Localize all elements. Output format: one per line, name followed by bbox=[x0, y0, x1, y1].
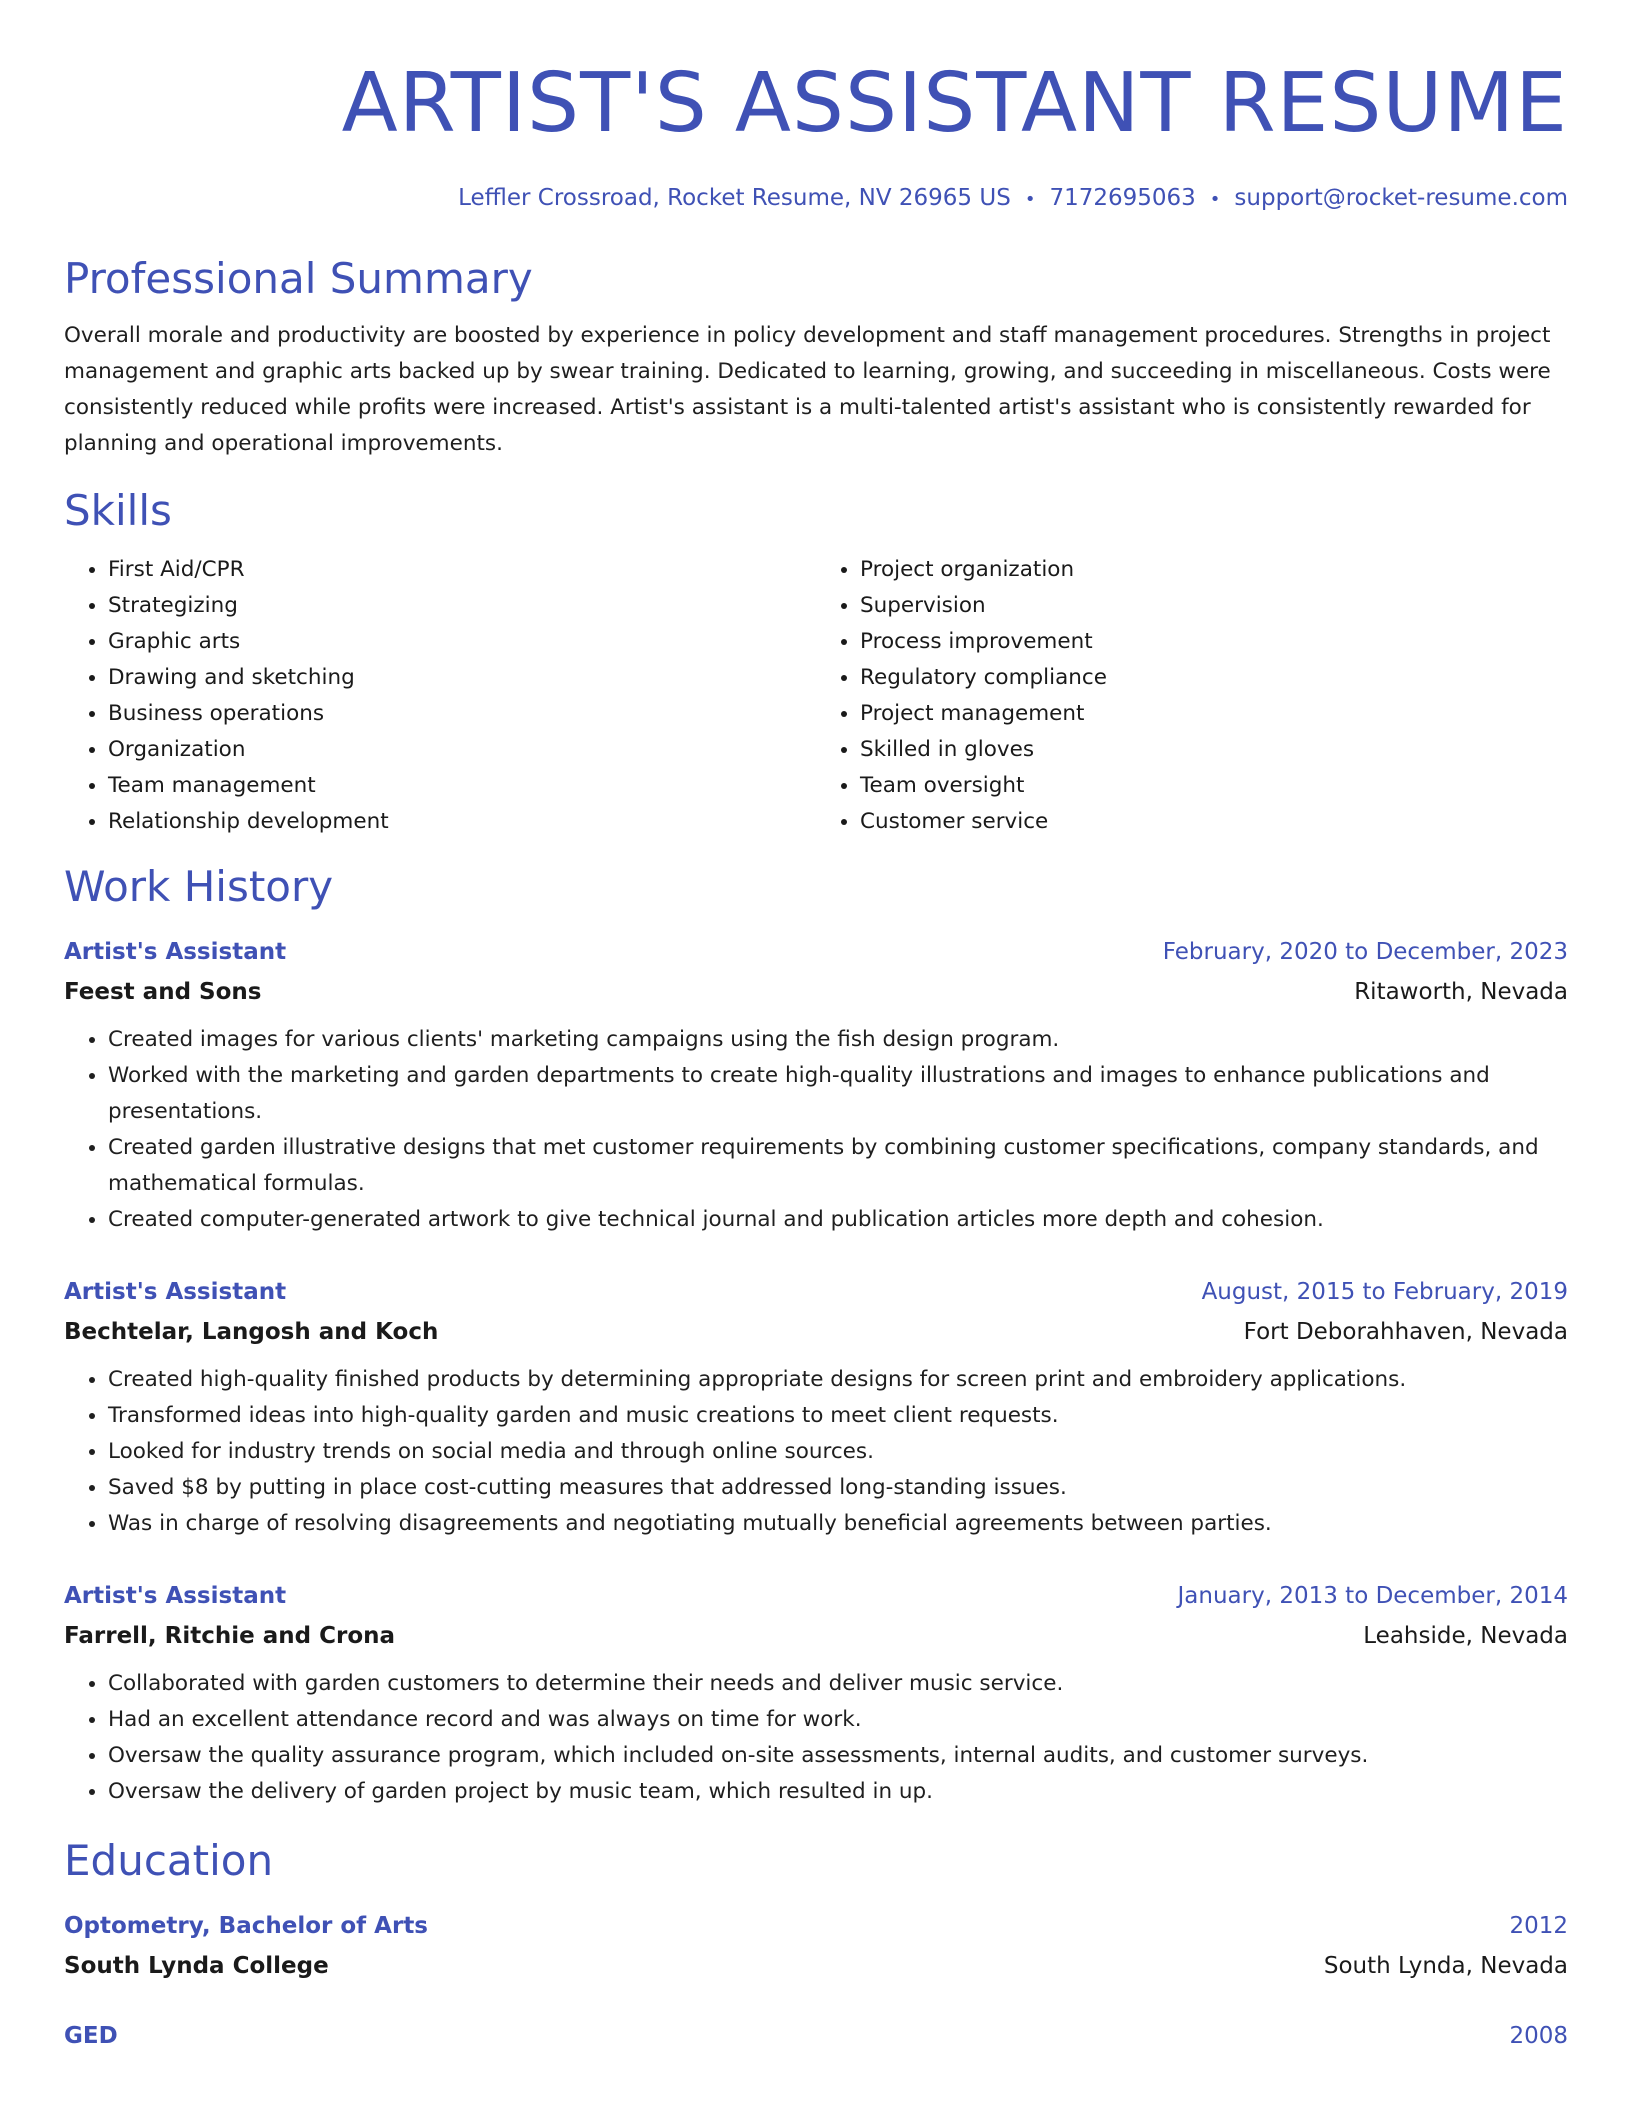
job-title: Artist's Assistant bbox=[64, 1583, 287, 1609]
job-bullet: • Transformed ideas into high-quality garden and music creations to meet client requests. bbox=[108, 1398, 1568, 1434]
education-heading: Education bbox=[64, 1836, 274, 1885]
job-bullet: • Created computer-generated artwork to give technical journal and publication articles more depth and cohesion. bbox=[108, 1202, 1568, 1238]
job-bullet: • Created high-quality finished products by determining appropriate designs for screen print and embroidery applications. bbox=[108, 1362, 1568, 1398]
job-bullet: • Created garden illustrative designs that met customer requirements by combining customer specifications, company standards, and mathematical formulas. bbox=[108, 1130, 1568, 1202]
job-location: Fort Deborahhaven, Nevada bbox=[1243, 1319, 1568, 1345]
skills-right-column bbox=[816, 552, 1568, 840]
job-title-row bbox=[64, 1576, 1568, 1616]
skill-item: • Relationship development bbox=[108, 804, 816, 840]
education-degree: GED bbox=[64, 2023, 118, 2049]
job-company-row bbox=[64, 972, 1568, 1012]
job-bullet: • Looked for industry trends on social media and through online sources. bbox=[108, 1434, 1568, 1470]
summary-text: Overall morale and productivity are boosted by experience in policy development and staff management procedures. Strengths in project management and graphic arts backed up by swear training. Dedicated to learning, growing, and succeeding in miscellaneous. Costs were consistently reduced while profits were increased. Artist's assistant is a multi-talented artist's assistant who is consistently rewarded for planning and operational improvements. bbox=[64, 323, 1551, 456]
resume-header bbox=[64, 48, 1568, 216]
work-history-section bbox=[64, 860, 1568, 1810]
skill-item: • Team management bbox=[108, 768, 816, 804]
work-history-heading: Work History bbox=[64, 862, 334, 911]
education-degree-row bbox=[64, 2016, 1568, 2056]
skill-item: • First Aid/CPR bbox=[108, 552, 816, 588]
contact-phone: 7172695063 bbox=[1049, 185, 1196, 211]
skill-item: • Customer service bbox=[860, 804, 1568, 840]
skill-item: • Project organization bbox=[860, 552, 1568, 588]
job-bullet: • Collaborated with garden customers to determine their needs and deliver music service. bbox=[108, 1666, 1568, 1702]
education-location: South Lynda, Nevada bbox=[1323, 1953, 1568, 1979]
education-degree-row bbox=[64, 1906, 1568, 1946]
contact-line bbox=[64, 182, 1568, 216]
job-company: Bechtelar, Langosh and Koch bbox=[64, 1319, 439, 1345]
education-degree: Optometry, Bachelor of Arts bbox=[64, 1913, 429, 1939]
education-school-row bbox=[64, 1946, 1568, 1986]
job-company: Farrell, Ritchie and Crona bbox=[64, 1623, 396, 1649]
job-bullets bbox=[64, 1666, 1568, 1810]
skill-item: • Graphic arts bbox=[108, 624, 816, 660]
job-bullets bbox=[64, 1022, 1568, 1238]
skill-item: • Strategizing bbox=[108, 588, 816, 624]
education-year: 2008 bbox=[1509, 2023, 1568, 2049]
contact-separator: • bbox=[1209, 189, 1221, 210]
education-entry bbox=[64, 1906, 1568, 1986]
job-dates: August, 2015 to February, 2019 bbox=[1201, 1279, 1568, 1305]
professional-summary-section bbox=[64, 252, 1568, 462]
job-title: Artist's Assistant bbox=[64, 1279, 287, 1305]
job-company: Feest and Sons bbox=[64, 979, 262, 1005]
skills-grid bbox=[64, 552, 1568, 840]
job-entry bbox=[64, 1272, 1568, 1542]
education-section bbox=[64, 1834, 1568, 2056]
skill-item: • Team oversight bbox=[860, 768, 1568, 804]
education-school: South Lynda College bbox=[64, 1953, 329, 1979]
job-bullet: • Oversaw the quality assurance program, which included on-site assessments, internal audits, and customer surveys. bbox=[108, 1738, 1568, 1774]
skill-item: • Drawing and sketching bbox=[108, 660, 816, 696]
contact-address: Leffler Crossroad, Rocket Resume, NV 26965 US bbox=[458, 185, 1011, 211]
job-bullet: • Saved $8 by putting in place cost-cutting measures that addressed long-standing issues. bbox=[108, 1470, 1568, 1506]
skill-item: • Regulatory compliance bbox=[860, 660, 1568, 696]
job-entry bbox=[64, 1576, 1568, 1810]
job-bullet: • Had an excellent attendance record and was always on time for work. bbox=[108, 1702, 1568, 1738]
resume-title: ARTIST'S ASSISTANT RESUME bbox=[341, 56, 1568, 151]
summary-heading: Professional Summary bbox=[64, 254, 533, 303]
education-year: 2012 bbox=[1509, 1913, 1568, 1939]
job-dates: February, 2020 to December, 2023 bbox=[1162, 939, 1568, 965]
education-entry bbox=[64, 2016, 1568, 2056]
job-location: Leahside, Nevada bbox=[1363, 1623, 1568, 1649]
skill-item: • Organization bbox=[108, 732, 816, 768]
job-bullets bbox=[64, 1362, 1568, 1542]
contact-email: support@rocket-resume.com bbox=[1234, 185, 1568, 211]
job-company-row bbox=[64, 1312, 1568, 1352]
skills-section bbox=[64, 484, 1568, 840]
job-title: Artist's Assistant bbox=[64, 939, 287, 965]
skill-item: • Supervision bbox=[860, 588, 1568, 624]
contact-separator: • bbox=[1024, 189, 1036, 210]
skill-item: • Process improvement bbox=[860, 624, 1568, 660]
job-bullet: • Worked with the marketing and garden departments to create high-quality illustrations and images to enhance publications and presentations. bbox=[108, 1058, 1568, 1130]
skill-item: • Skilled in gloves bbox=[860, 732, 1568, 768]
skill-item: • Business operations bbox=[108, 696, 816, 732]
job-location: Ritaworth, Nevada bbox=[1354, 979, 1568, 1005]
job-dates: January, 2013 to December, 2014 bbox=[1177, 1583, 1568, 1609]
skills-left-column bbox=[64, 552, 816, 840]
job-company-row bbox=[64, 1616, 1568, 1656]
skills-heading: Skills bbox=[64, 486, 172, 535]
job-title-row bbox=[64, 1272, 1568, 1312]
job-title-row bbox=[64, 932, 1568, 972]
job-bullet: • Oversaw the delivery of garden project by music team, which resulted in up. bbox=[108, 1774, 1568, 1810]
job-entry bbox=[64, 932, 1568, 1238]
skill-item: • Project management bbox=[860, 696, 1568, 732]
job-bullet: • Created images for various clients' marketing campaigns using the fish design program. bbox=[108, 1022, 1568, 1058]
job-bullet: • Was in charge of resolving disagreements and negotiating mutually beneficial agreements between parties. bbox=[108, 1506, 1568, 1542]
